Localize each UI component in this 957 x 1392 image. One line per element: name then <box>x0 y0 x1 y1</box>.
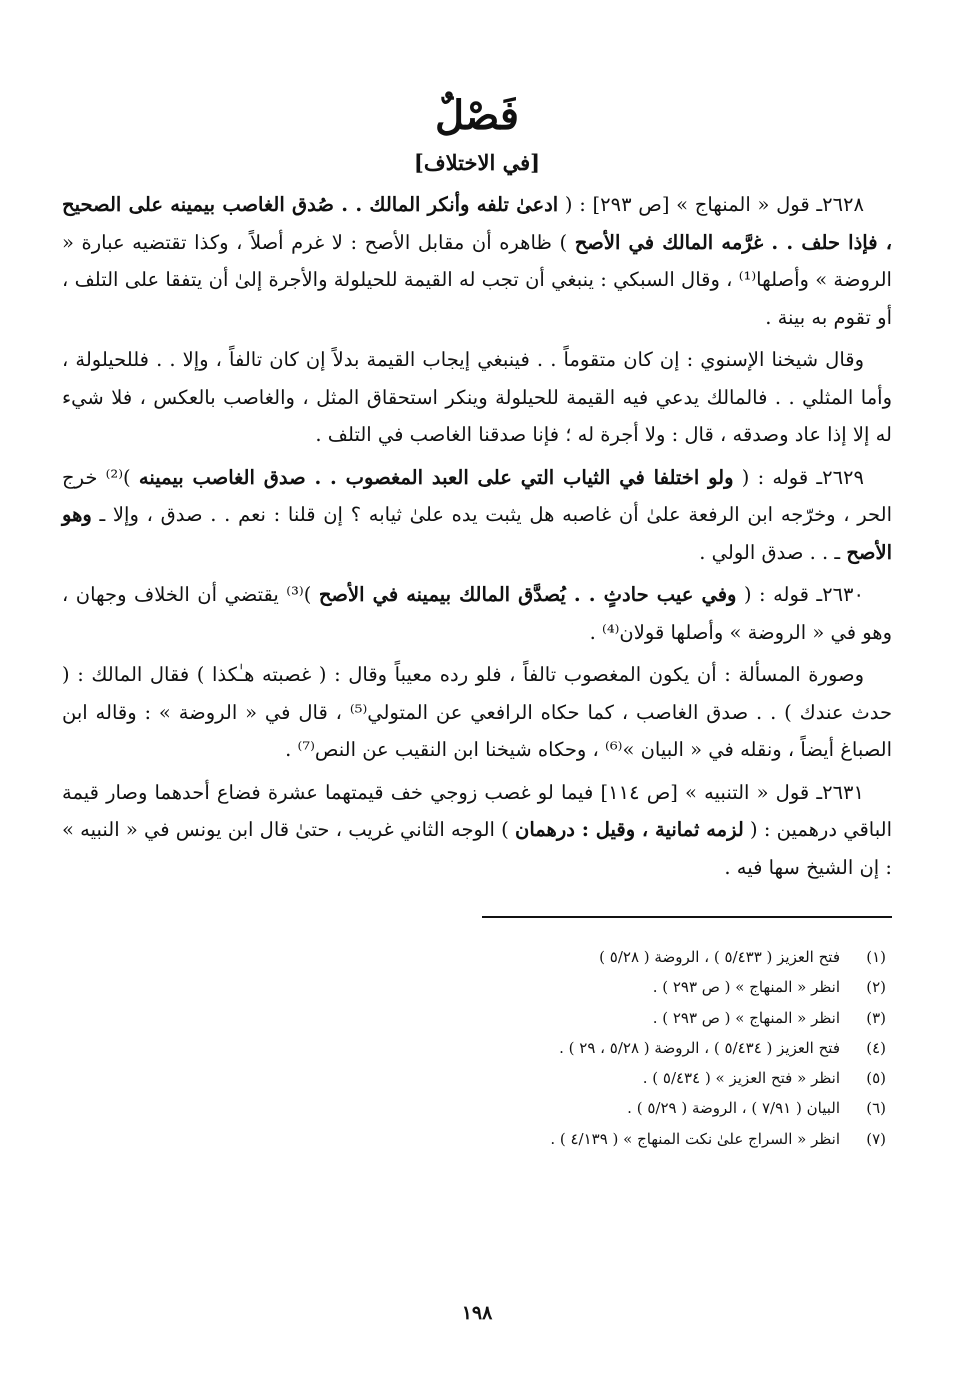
footnote-item <box>62 942 886 972</box>
text-segment: ٢٦٢٨ـ قول « المنهاج » [ص ٢٩٣] : ( <box>558 193 865 216</box>
footnote-number: (٣) <box>866 1008 886 1027</box>
text-segment: )⁽³⁾ يقتضي أن الخلاف وجهان ، وهو في « الروضة » وأصلها قولان⁽⁴⁾ . <box>62 583 892 644</box>
footnote-item <box>62 1003 886 1033</box>
quoted-matn: وفي عيب حادثٍ . . يُصدَّق المالك بيمينه في الأصح <box>318 583 737 606</box>
footnote-text: فتح العزيز ( ٥/٤٣٣ ) ، الروضة ( ٥/٢٨ ) <box>599 948 840 966</box>
footnote-text: البيان ( ٧/٩١ ) ، الروضة ( ٥/٢٩ ) . <box>627 1099 840 1118</box>
footnote-divider <box>482 916 892 918</box>
paragraph-isnawi <box>62 341 892 454</box>
chapter-ornament: فَصْلٌ <box>434 92 520 139</box>
text-segment: ) الوجه الثاني غريب ، حتىٰ قال ابن يونس في « النبيه » : إن الشيخ سها فيه . <box>62 818 892 879</box>
footnotes-list <box>62 942 892 1154</box>
quoted-matn: لزمه ثمانية ، وقيل : درهمان <box>515 818 744 841</box>
book-page <box>62 90 892 1370</box>
paragraph-2629 <box>62 459 892 572</box>
quoted-matn: ولو اختلفا في الثياب التي على العبد المغصوب . . صدق الغاصب بيمينه <box>138 465 734 489</box>
footnote-number: (٤) <box>866 1038 886 1057</box>
quoted-matn: ادعىٰ تلفه وأنكر المالك . . صُدق الغاصب بيمينه على الصحيح ، فإذا حلف . . غرَّمه المالك في الأصح <box>62 193 893 254</box>
paragraph-2630 <box>62 576 892 651</box>
footnote-item <box>62 1093 886 1123</box>
body-text <box>62 186 892 886</box>
text-segment: ٢٦٣١ـ قول « التنبيه » [ص ١١٤] فيما لو غصب زوجي خف قيمتهما عشرة فضاع أحدهما وصار قيمة الباقي درهمين : ( <box>62 780 892 841</box>
paragraph-issue-form <box>62 656 892 769</box>
footnote-number: (٦) <box>866 1099 886 1118</box>
footnote-item <box>62 1063 886 1093</box>
footnote-item <box>62 1124 886 1154</box>
footnote-text: انظر « السراج علىٰ نكت المنهاج » ( ٤/١٣٩ ) . <box>550 1129 840 1148</box>
footnote-text: انظر « فتح العزيز » ( ٥/٤٣٤ ) . <box>642 1069 840 1088</box>
text-segment: ) ظاهره أن مقابل الأصح : لا غرم أصلاً ، وكذا تقتضيه عبارة « الروضة » وأصلها⁽¹⁾ ، وقال السبكي : ينبغي أن تجب له القيمة للحيلولة والأجرة إلىٰ أن يتفقا على التلف ، أو تقوم به بينة . <box>62 230 892 329</box>
footnote-item <box>62 1033 886 1063</box>
text-segment: )⁽²⁾ خرج الحر ، وخرّجه ابن الرفعة علىٰ أن غاصبه هل يثبت يده علىٰ ثيابه ؟ إن قلنا : نعم . . صدق ، وإلا ـ <box>62 465 892 526</box>
text-segment: ٢٦٢٩ـ قوله : ( <box>733 465 864 489</box>
footnote-item <box>62 972 886 1002</box>
text-segment: وقال شيخنا الإسنوي : إن كان متقوماً . . فينبغي إيجاب القيمة بدلاً إن كان تالفاً ، وإلا . . فللحيلولة ، وأما المثلي . . فالمالك يدعي فيه القيمة للحيلولة وينكر استحقاق المثل ، والغاصب بالعكس ، فلا شيء له إلا إذا عاد وصدقه ، قال : ولا أجرة له ؛ فإنا صدقنا الغاصب في التلف . <box>62 348 892 446</box>
footnote-text: انظر « المنهاج » ( ص ٢٩٣ ) . <box>652 978 840 997</box>
footnote-text: فتح العزيز ( ٥/٤٣٤ ) ، الروضة ( ٥/٢٨ ، ٢٩ ) . <box>559 1038 840 1057</box>
footnote-number: (٥) <box>866 1069 886 1088</box>
footnote-number: (١) <box>866 948 886 966</box>
page-number: ١٩٨ <box>461 1302 493 1324</box>
section-subtitle: [في الاختلاف] <box>413 150 541 175</box>
paragraph-2628 <box>62 186 892 336</box>
footnote-text: انظر « المنهاج » ( ص ٢٩٣ ) . <box>652 1008 840 1027</box>
text-segment: وصورة المسألة : أن يكون المغصوب تالفاً ، فلو رده معيباً وقال : ( غصبته هـٰكذا ) فقال المالك : ( حدث عندك ) . . صدق الغاصب ، كما حكاه الرافعي عن المتولي⁽⁵⁾ ، قال في « الروضة » : وقاله ابن الصباغ أيضاً ، ونقله في « البيان »⁽⁶⁾ ، وحكاه شيخنا ابن النقيب عن النص⁽⁷⁾ . <box>62 663 892 761</box>
footnote-number: (٧) <box>866 1129 886 1148</box>
text-segment: ـ . . صدق الولي . <box>699 540 847 564</box>
text-segment: ٢٦٣٠ـ قوله : ( <box>736 583 864 606</box>
footnote-number: (٢) <box>866 978 886 997</box>
quoted-matn: وهو الأصح <box>62 503 892 564</box>
paragraph-2631 <box>62 774 892 887</box>
